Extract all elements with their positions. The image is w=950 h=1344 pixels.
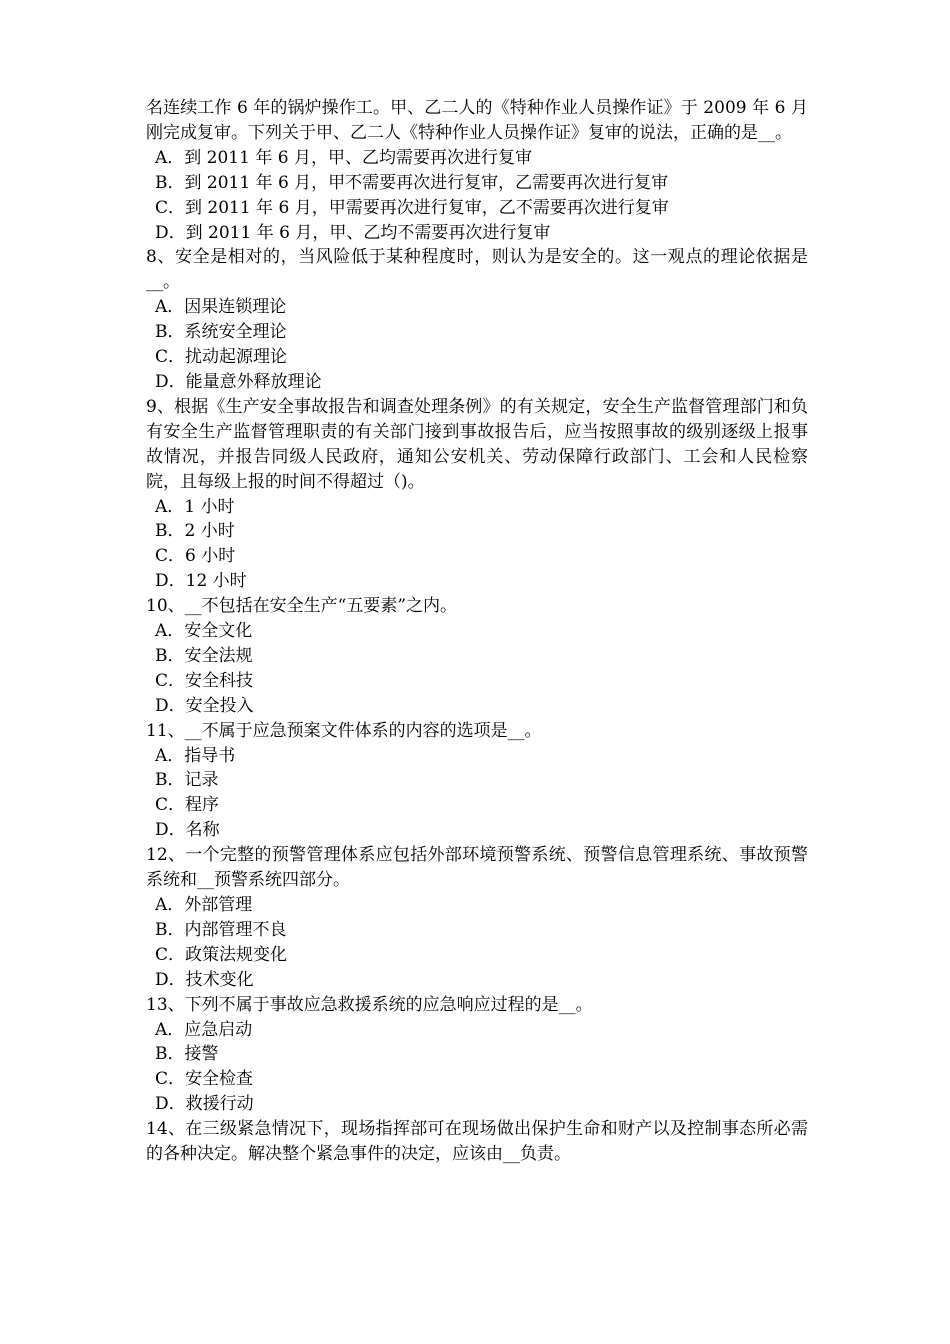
option-d: D．12 小时: [155, 571, 247, 592]
question-stem: 12、一个完整的预警管理体系应包括外部环境预警系统、预警信息管理系统、事故预警系统和__预警系统四部分。: [146, 845, 808, 891]
question-stem: 名连续工作 6 年的锅炉操作工。甲、乙二人的《特种作业人员操作证》于 2009 年 6 月刚完成复审。下列关于甲、乙二人《特种作业人员操作证》复审的说法，正确的是__。: [146, 98, 808, 143]
question-block-9: [146, 395, 808, 594]
question-stem: 14、在三级紧急情况下，现场指挥部可在现场做出保护生命和财产以及控制事态所必需的各种决定。解决整个紧急事件的决定，应该由__负责。: [146, 1119, 808, 1165]
question-stem: 11、__不属于应急预案文件体系的内容的选项是__。: [146, 720, 542, 741]
option-a: A．应急启动: [155, 1019, 253, 1040]
option-c: C．6 小时: [155, 546, 236, 567]
question-block-11: [146, 719, 808, 844]
question-stem: 10、__不包括在安全生产“五要素”之内。: [146, 596, 458, 617]
option-d: D．救援行动: [155, 1094, 254, 1115]
option-c: C．安全检查: [155, 1069, 254, 1090]
option-c: C．程序: [155, 795, 220, 816]
option-d: D．技术变化: [155, 969, 254, 990]
option-b: B．2 小时: [155, 521, 235, 542]
question-block-8: [146, 245, 808, 394]
document-page: [146, 96, 808, 1167]
option-a: A．外部管理: [155, 895, 253, 915]
question-block-7: [146, 96, 808, 245]
question-block-14: [146, 1117, 808, 1167]
option-b: B．内部管理不良: [155, 919, 287, 940]
option-d: D．能量意外释放理论: [155, 371, 322, 392]
option-a: A．1 小时: [155, 496, 235, 517]
option-c: C．扰动起源理论: [155, 347, 288, 368]
question-stem: 8、安全是相对的，当风险低于某种程度时，则认为是安全的。这一观点的理论依据是__。: [146, 247, 808, 293]
option-a: A．安全文化: [155, 621, 253, 642]
option-b: B．记录: [155, 770, 219, 791]
option-c: C．安全科技: [155, 670, 254, 691]
question-block-10: [146, 594, 808, 719]
option-b: B．安全法规: [155, 645, 253, 666]
question-stem: 9、根据《生产安全事故报告和调查处理条例》的有关规定，安全生产监督管理部门和负有安全生产监督管理职责的有关部门接到事故报告后，应当按照事故的级别逐级上报事故情况，并报告同级人民政府，通知公安机关、劳动保障行政部门、工会和人民检察院，且每级上报的时间不得超过（)。: [146, 396, 808, 492]
option-a: A．指导书: [155, 745, 236, 766]
question-block-13: [146, 993, 808, 1118]
option-b: B．接警: [155, 1044, 219, 1065]
option-c: C．到 2011 年 6 月，甲需要再次进行复审，乙不需要再次进行复审: [155, 197, 669, 218]
option-b: B．系统安全理论: [155, 322, 287, 343]
option-d: D．安全投入: [155, 695, 254, 716]
option-c: C．政策法规变化: [155, 944, 288, 965]
question-block-12: [146, 843, 808, 992]
option-d: D．名称: [155, 820, 220, 841]
option-a: A．因果连锁理论: [155, 297, 287, 318]
question-stem: 13、下列不属于事故应急救援系统的应急响应过程的是__。: [146, 994, 593, 1015]
option-d: D．到 2011 年 6 月，甲、乙均不需要再次进行复审: [155, 222, 551, 243]
option-a: A．到 2011 年 6 月，甲、乙均需要再次进行复审: [155, 147, 532, 168]
option-b: B．到 2011 年 6 月，甲不需要再次进行复审，乙需要再次进行复审: [155, 172, 669, 193]
